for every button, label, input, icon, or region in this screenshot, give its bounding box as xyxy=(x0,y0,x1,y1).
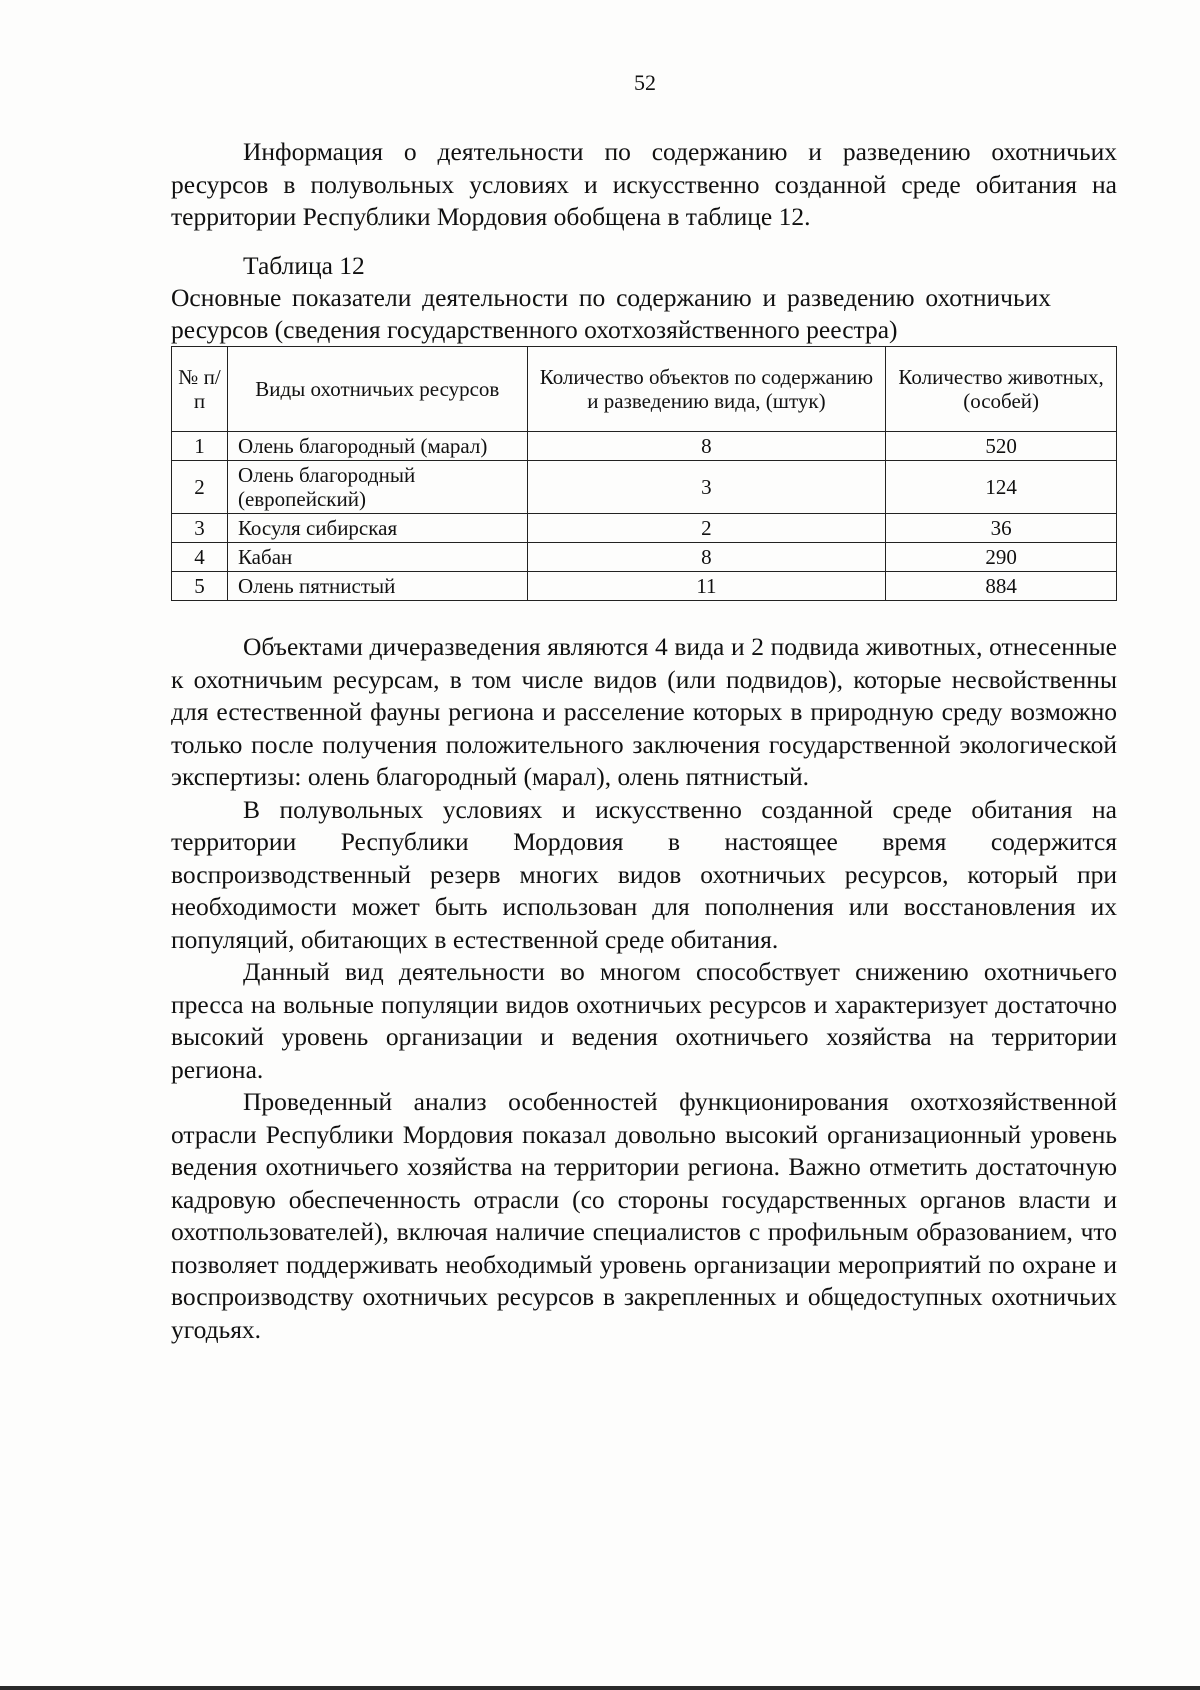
table-row xyxy=(172,432,1117,461)
cell-num: 5 xyxy=(172,572,228,601)
header-species: Виды охотничьих ресурсов xyxy=(227,347,527,432)
body-text xyxy=(171,631,1117,1346)
body-paragraph: В полувольных условиях и искусственно созданной среде обитания на территории Республики Мордовия в настоящее время содержится воспроизводственный резерв многих видов охотничьих ресурсов, который при необходимости может быть использован для пополнения или восстановления их популяций, обитающих в естественной среде обитания. xyxy=(171,794,1117,954)
cell-num: 2 xyxy=(172,461,228,514)
header-animals: Количество животных, (особей) xyxy=(886,347,1117,432)
cell-objects: 2 xyxy=(527,514,886,543)
body-paragraph: Проведенный анализ особенностей функционирования охотхозяйственной отрасли Республики Мордовия показал довольно высокий организационный уровень ведения охотничьего хозяйства на территории региона. Важно отметить достаточную кадровую обеспеченность отрасли (со стороны государственных органов власти и охотпользователей), включая наличие специалистов с профильным образованием, что позволяет поддерживать необходимый уровень организации мероприятий по охране и воспроизводству охотничьих ресурсов в закрепленных и общедоступных охотничьих угодьях. xyxy=(171,1087,1117,1344)
scan-edge xyxy=(0,1686,1200,1690)
cell-num: 4 xyxy=(172,543,228,572)
document-content xyxy=(171,136,1117,1346)
cell-animals: 290 xyxy=(886,543,1117,572)
table-label: Таблица 12 xyxy=(243,250,365,280)
body-paragraph: Объектами дичеразведения являются 4 вида и 2 подвида животных, отнесенные к охотничьим ресурсам, в том числе видов (или подвидов), которые несвойственны для естественной фауны региона и расселение которых в природную среду возможно только после получения положительного заключения государственной экологической экспертизы: олень благородный (марал), олень пятнистый. xyxy=(171,632,1117,791)
table-row xyxy=(172,514,1117,543)
cell-species: Олень пятнистый xyxy=(227,572,527,601)
body-paragraph: Данный вид деятельности во многом способствует снижению охотничьего пресса на вольные популяции видов охотничьих ресурсов и характеризует достаточно высокий уровень организации и ведения охотничьего хозяйства на территории региона. xyxy=(171,957,1117,1084)
header-objects: Количество объектов по содержанию и разведению вида, (штук) xyxy=(527,347,886,432)
cell-animals: 884 xyxy=(886,572,1117,601)
intro-paragraph: Информация о деятельности по содержанию и разведению охотничьих ресурсов в полувольных условиях и искусственно созданной среде обитания на территории Республики Мордовия обобщена в таблице 12. xyxy=(171,137,1117,231)
cell-animals: 36 xyxy=(886,514,1117,543)
cell-species: Косуля сибирская xyxy=(227,514,527,543)
cell-animals: 124 xyxy=(886,461,1117,514)
table-row xyxy=(172,543,1117,572)
header-num: № п/п xyxy=(172,347,228,432)
cell-num: 1 xyxy=(172,432,228,461)
cell-objects: 8 xyxy=(527,543,886,572)
cell-species: Олень благородный (марал) xyxy=(227,432,527,461)
cell-species: Кабан xyxy=(227,543,527,572)
cell-animals: 520 xyxy=(886,432,1117,461)
page-number: 52 xyxy=(634,70,656,95)
table-row xyxy=(172,461,1117,514)
cell-species: Олень благородный (европейский) xyxy=(227,461,527,514)
cell-objects: 11 xyxy=(527,572,886,601)
cell-objects: 3 xyxy=(527,461,886,514)
table-row xyxy=(172,572,1117,601)
cell-objects: 8 xyxy=(527,432,886,461)
table-header-row xyxy=(172,347,1117,432)
table-title: Основные показатели деятельности по содержанию и разведению охотничьих ресурсов (сведения государственного охотхозяйственного реестра) xyxy=(171,283,1051,344)
data-table xyxy=(171,346,1117,601)
cell-num: 3 xyxy=(172,514,228,543)
